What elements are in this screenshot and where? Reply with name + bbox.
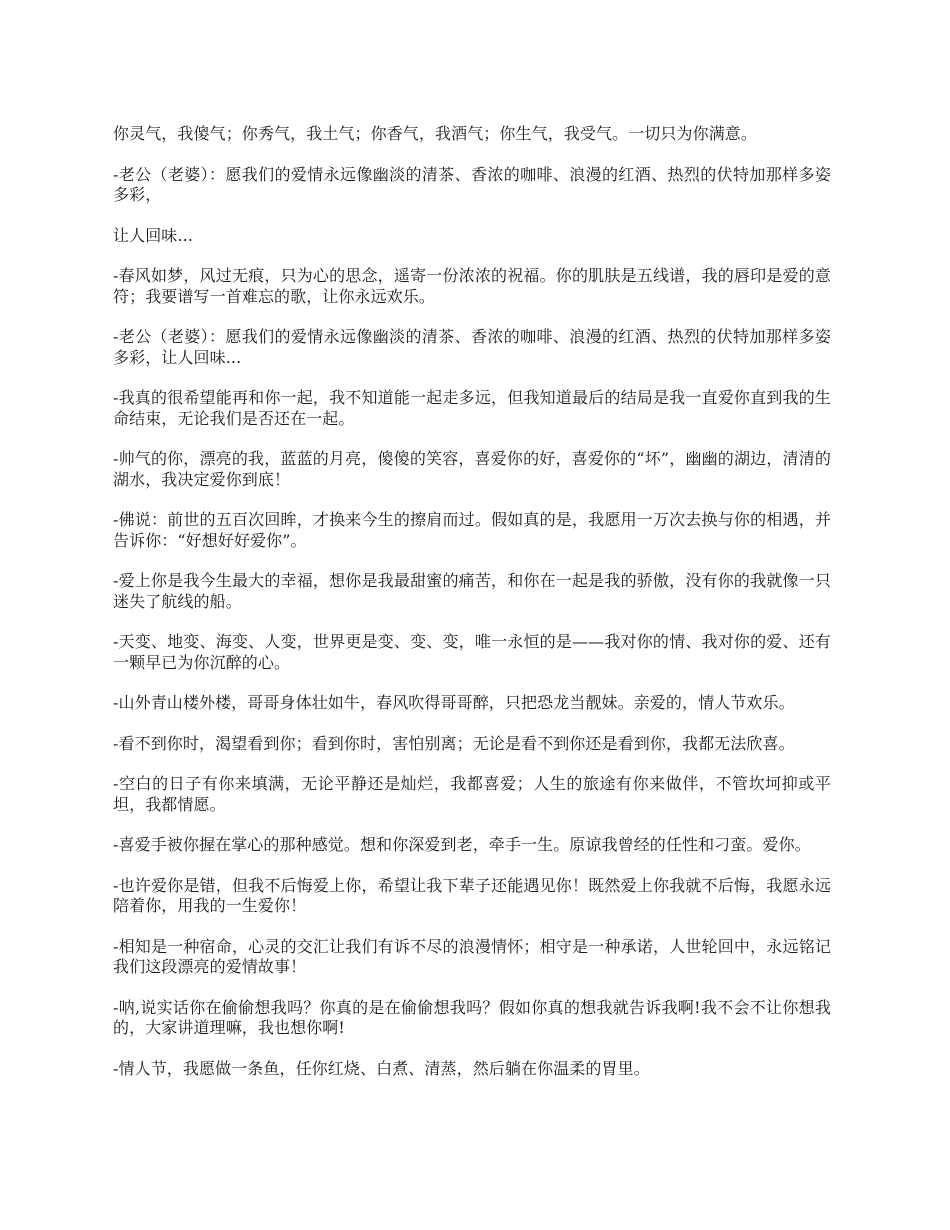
- paragraph: -爱上你是我今生最大的幸福，想你是我最甜蜜的痛苦，和你在一起是我的骄傲，没有你的我就像一只迷失了航线的船。: [113, 571, 831, 611]
- paragraph: -情人节，我愿做一条鱼，任你红烧、白煮、清蒸，然后躺在你温柔的胃里。: [113, 1058, 650, 1078]
- paragraph: -呐,说实话你在偷偷想我吗？你真的是在偷偷想我吗？假如你真的想我就告诉我啊!我不会不让你想我的，大家讲道理嘛，我也想你啊!: [113, 997, 831, 1037]
- paragraph: -帅气的你，漂亮的我，蓝蓝的月亮，傻傻的笑容，喜爱你的好，喜爱你的“坏”，幽幽的湖边，清清的湖水，我决定爱你到底！: [113, 449, 831, 489]
- paragraph: -也许爱你是错，但我不后悔爱上你，希望让我下辈子还能遇见你！既然爱上你我就不后悔，我愿永远陪着你，用我的一生爱你！: [113, 875, 831, 915]
- paragraph: -空白的日子有你来填满，无论平静还是灿烂，我都喜爱；人生的旅途有你来做伴，不管坎坷抑或平坦，我都情愿。: [113, 774, 831, 814]
- paragraph: -喜爱手被你握在掌心的那种感觉。想和你深爱到老，牵手一生。原谅我曾经的任性和刁蛮。爱你。: [113, 835, 811, 854]
- paragraph: -我真的很希望能再和你一起，我不知道能一起走多远，但我知道最后的结局是我一直爱你直到我的生命结束，无论我们是否还在一起。: [113, 388, 831, 428]
- paragraph: -佛说：前世的五百次回眸，才换来今生的擦肩而过。假如真的是，我愿用一万次去换与你的相遇，并告诉你：“好想好好爱你”。: [113, 510, 831, 550]
- paragraph: -老公（老婆）：愿我们的爱情永远像幽淡的清茶、香浓的咖啡、浪漫的红酒、热烈的伏特加那样多姿多彩，让人回味...: [113, 327, 831, 367]
- paragraph: -老公（老婆）：愿我们的爱情永远像幽淡的清茶、香浓的咖啡、浪漫的红酒、热烈的伏特加那样多姿多彩，: [113, 164, 831, 204]
- paragraph: -相知是一种宿命，心灵的交汇让我们有诉不尽的浪漫情怀；相守是一种承诺，人世轮回中，永远铭记我们这段漂亮的爱情故事！: [113, 936, 831, 976]
- paragraph: -山外青山楼外楼，哥哥身体壮如牛，春风吹得哥哥醉，只把恐龙当靓妹。亲爱的，情人节欢乐。: [113, 693, 795, 712]
- paragraph: -天变、地变、海变、人变，世界更是变、变、变，唯一永恒的是——我对你的情、我对你的爱、还有一颗早已为你沉醉的心。: [113, 632, 831, 672]
- document-body: [113, 124, 831, 1099]
- paragraph: -看不到你时，渴望看到你；看到你时，害怕别离；无论是看不到你还是看到你，我都无法欣喜。: [113, 733, 795, 753]
- paragraph: 你灵气，我傻气；你秀气，我土气；你香气，我酒气；你生气，我受气。一切只为你满意。: [113, 124, 758, 143]
- paragraph: -春风如梦，风过无痕，只为心的思念，遥寄一份浓浓的祝福。你的肌肤是五线谱，我的唇印是爱的意符；我要谱写一首难忘的歌，让你永远欢乐。: [113, 266, 831, 306]
- paragraph: 让人回味...: [113, 225, 193, 245]
